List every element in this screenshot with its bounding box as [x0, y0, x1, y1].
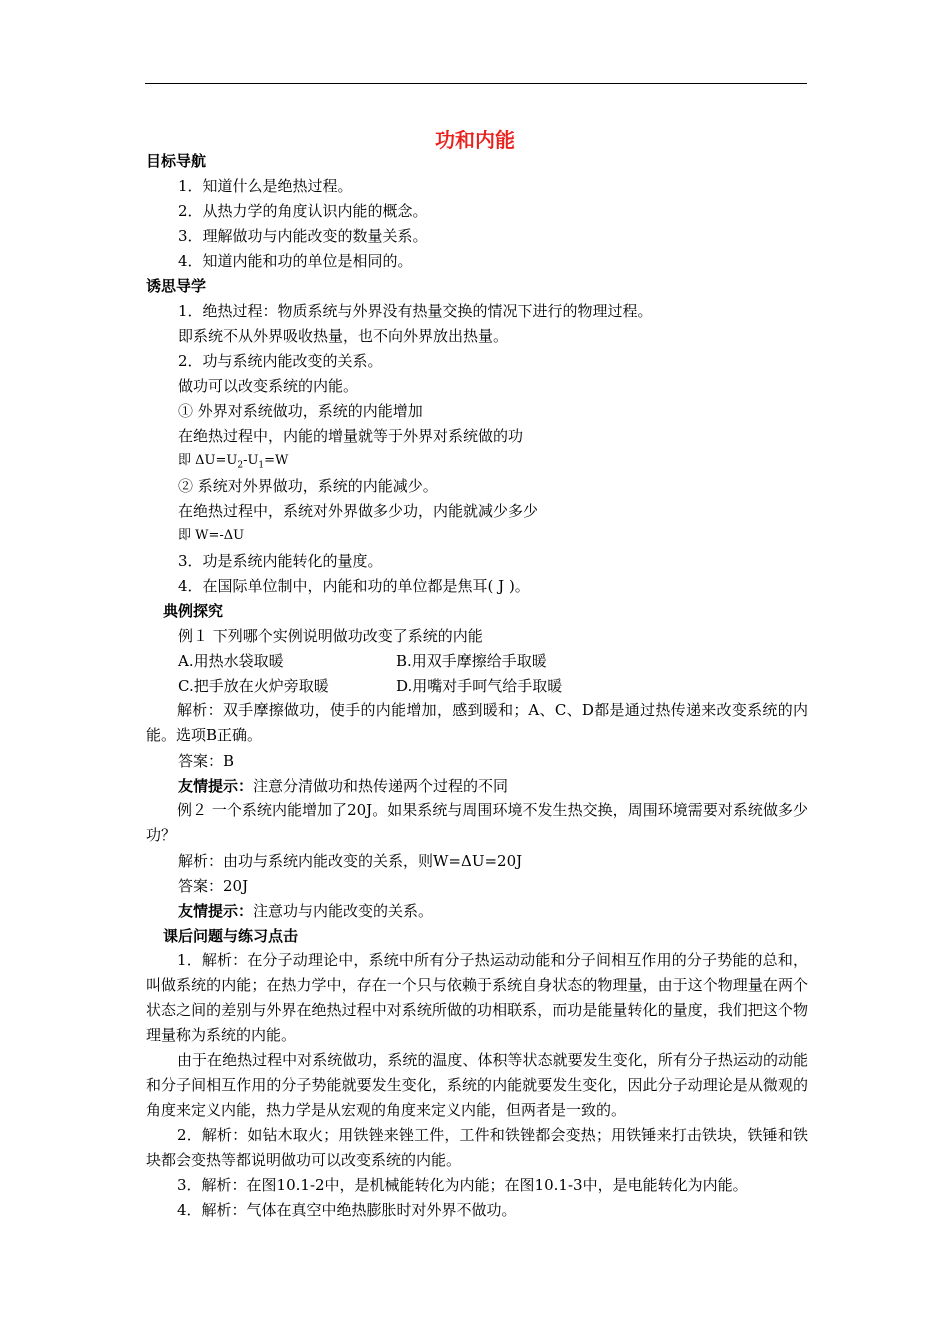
example-analysis: 解析：双手摩擦做功，使手的内能增加，感到暖和；A、C、D都是通过热传递来改变系统的内能。选项B正确。 [146, 701, 808, 744]
option-d: D.用嘴对手呵气给手取暖 [396, 677, 563, 695]
section-heading-guide: 诱思导学 [146, 277, 207, 295]
guide-line: 4．在国际单位制中，内能和功的单位都是焦耳( J )。 [178, 577, 530, 595]
guide-line: ② 系统对外界做功，系统的内能减少。 [178, 477, 438, 495]
example-question: 例２ 一个系统内能增加了20J。如果系统与周围环境不发生热交换，周围环境需要对系统做多少功？ [146, 801, 808, 844]
guide-line: 即 W=-ΔU [178, 528, 245, 543]
page-title: 功和内能 [435, 128, 515, 152]
guide-line: 在绝热过程中，系统对外界做多少功，内能就减少多少 [178, 502, 539, 520]
exercise-paragraph: 2．解析：如钻木取火；用铁锉来锉工件，工件和铁锉都会变热；用铁锤来打击铁块，铁锤和铁块都会变热等都说明做功可以改变系统的内能。 [146, 1126, 808, 1169]
exercise-paragraph: 1．解析：在分子动理论中，系统中所有分子热运动动能和分子间相互作用的分子势能的总和，叫做系统的内能；在热力学中，存在一个只与依赖于系统自身状态的物理量，由于这个物理量在两个状态之间的差别与外界在绝热过程中对系统所做的功相联系，而功是能量转化的量度，我们把这个物理量称为系统的内能。 [146, 951, 808, 1044]
internal-energy-formula: 即 $\Delta U=U_2-U_1=W$ [178, 453, 289, 471]
friendly-tip: 友情提示：注意功与内能改变的关系。 [178, 902, 434, 920]
example-analysis: 解析：由功与系统内能改变的关系，则W=ΔU=20J [178, 852, 523, 870]
friendly-tip: 友情提示：注意分清做功和热传递两个过程的不同 [178, 777, 509, 795]
guide-line: 2．功与系统内能改变的关系。 [178, 352, 383, 370]
option-b: B.用双手摩擦给手取暖 [396, 652, 547, 670]
goal-item: 4．知道内能和功的单位是相同的。 [178, 252, 413, 270]
guide-line: 即系统不从外界吸收热量，也不向外界放出热量。 [178, 327, 509, 345]
example-answer: 答案：B [178, 752, 235, 770]
guide-line: ① 外界对系统做功，系统的内能增加 [178, 402, 423, 420]
exercise-paragraph: 由于在绝热过程中对系统做功，系统的温度、体积等状态就要发生变化，所有分子热运动的动能和分子间相互作用的分子势能就要发生变化，系统的内能就要发生变化，因此分子动理论是从微观的角度来定义内能，热力学是从宏观的角度来定义内能，但两者是一致的。 [146, 1051, 808, 1119]
section-heading-examples: 典例探究 [163, 602, 224, 620]
guide-line: 做功可以改变系统的内能。 [178, 377, 359, 395]
guide-line: 1．绝热过程：物质系统与外界没有热量交换的情况下进行的物理过程。 [178, 302, 653, 320]
guide-line: 3．功是系统内能转化的量度。 [178, 552, 383, 570]
goal-item: 3．理解做功与内能改变的数量关系。 [178, 227, 428, 245]
goal-item: 2．从热力学的角度认识内能的概念。 [178, 202, 428, 220]
exercise-paragraph: 4．解析：气体在真空中绝热膨胀时对外界不做功。 [177, 1201, 517, 1219]
option-a: A.用热水袋取暖 [178, 652, 284, 670]
section-heading-goals: 目标导航 [146, 152, 207, 170]
example-question: 例１ 下列哪个实例说明做功改变了系统的内能 [178, 627, 483, 645]
exercise-paragraph: 3．解析：在图10.1-2中，是机械能转化为内能；在图10.1-3中，是电能转化为内能。 [177, 1176, 748, 1194]
option-c: C.把手放在火炉旁取暖 [178, 677, 329, 695]
example-answer: 答案：20J [178, 877, 249, 895]
goal-item: 1．知道什么是绝热过程。 [178, 177, 353, 195]
section-heading-exercises: 课后问题与练习点击 [163, 927, 299, 945]
guide-line: 在绝热过程中，内能的增量就等于外界对系统做的功 [178, 427, 524, 445]
header-rule [145, 83, 807, 84]
